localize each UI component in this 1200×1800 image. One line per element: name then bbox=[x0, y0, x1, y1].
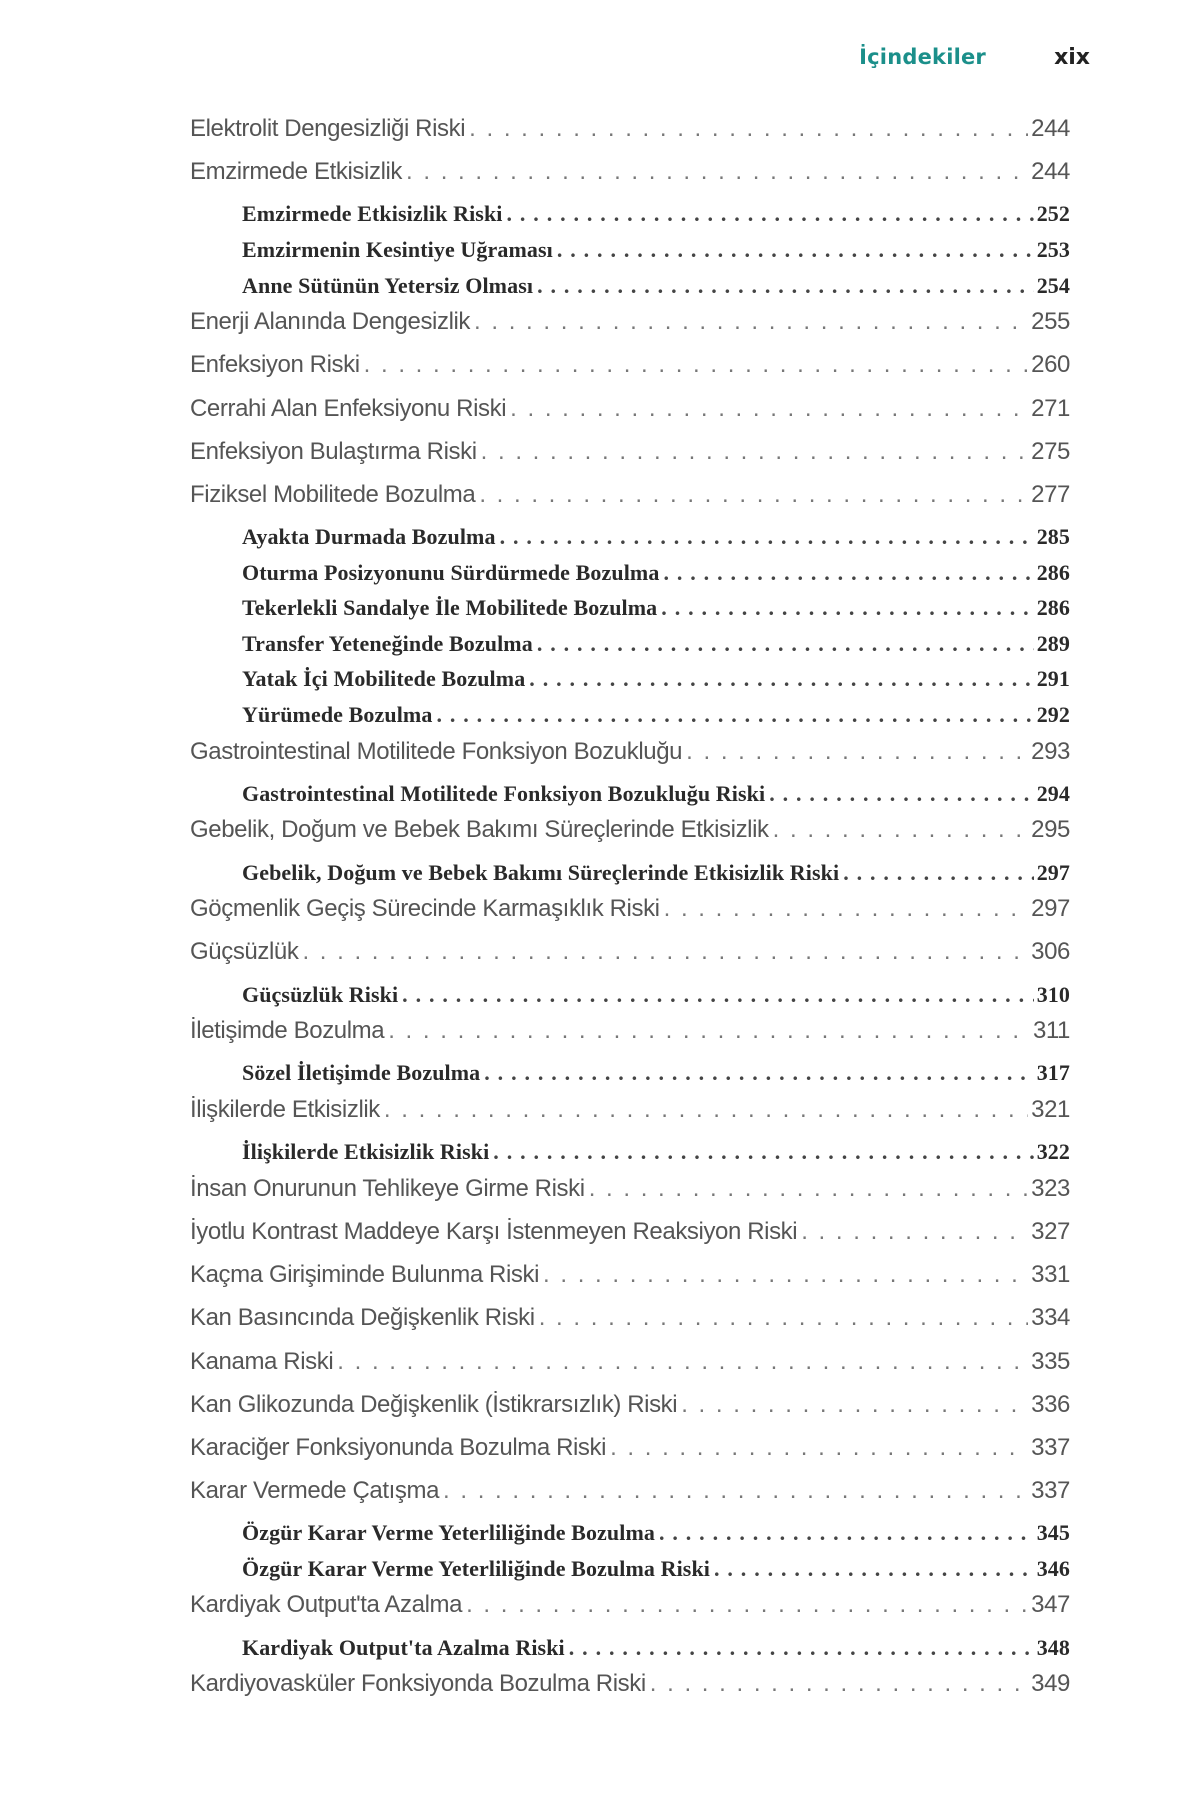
toc-entry[interactable] bbox=[190, 1017, 1070, 1060]
dot-leader bbox=[529, 666, 1033, 692]
section-title: İçindekiler bbox=[859, 45, 986, 69]
dot-leader bbox=[659, 1520, 1034, 1546]
entry-page-number: 317 bbox=[1036, 1060, 1070, 1086]
dot-leader bbox=[663, 560, 1033, 586]
entry-title: Kanama Riski bbox=[190, 1347, 334, 1375]
toc-entry[interactable] bbox=[190, 438, 1070, 481]
toc-subentry[interactable] bbox=[190, 1139, 1070, 1175]
entry-page-number: 348 bbox=[1036, 1634, 1070, 1660]
dot-leader bbox=[681, 1391, 1028, 1419]
entry-page-number: 286 bbox=[1036, 559, 1070, 585]
entry-title: Özgür Karar Verme Yeterliliğinde Bozulma Riski bbox=[242, 1555, 710, 1581]
toc-entry[interactable] bbox=[190, 308, 1070, 351]
entry-page-number: 277 bbox=[1031, 480, 1070, 508]
dot-leader bbox=[337, 1348, 1028, 1376]
dot-leader bbox=[661, 595, 1033, 621]
entry-page-number: 331 bbox=[1031, 1261, 1070, 1289]
toc-entry[interactable] bbox=[190, 895, 1070, 938]
entry-page-number: 292 bbox=[1036, 702, 1070, 728]
toc-subentry[interactable] bbox=[190, 860, 1070, 896]
dot-leader bbox=[557, 237, 1034, 263]
dot-leader bbox=[302, 938, 1028, 966]
entry-title: İnsan Onurunun Tehlikeye Girme Riski bbox=[190, 1174, 585, 1202]
entry-page-number: 254 bbox=[1036, 272, 1070, 298]
dot-leader bbox=[537, 273, 1034, 299]
dot-leader bbox=[589, 1175, 1028, 1203]
entry-page-number: 289 bbox=[1036, 630, 1070, 656]
dot-leader bbox=[537, 631, 1034, 657]
entry-title: İlişkilerde Etkisizlik Riski bbox=[242, 1139, 490, 1165]
toc-subentry[interactable] bbox=[190, 1520, 1070, 1556]
dot-leader bbox=[469, 115, 1028, 143]
entry-page-number: 327 bbox=[1031, 1217, 1070, 1245]
entry-page-number: 271 bbox=[1031, 394, 1070, 422]
dot-leader bbox=[539, 1304, 1028, 1332]
dot-leader bbox=[714, 1556, 1034, 1582]
entry-title: Kaçma Girişiminde Bulunma Riski bbox=[190, 1261, 540, 1289]
entry-page-number: 297 bbox=[1036, 859, 1070, 885]
entry-page-number: 345 bbox=[1036, 1520, 1070, 1546]
entry-title: Kardiyovasküler Fonksiyonda Bozulma Riski bbox=[190, 1670, 646, 1698]
running-header bbox=[0, 42, 1200, 82]
entry-page-number: 295 bbox=[1031, 816, 1070, 844]
dot-leader bbox=[466, 1591, 1028, 1619]
toc-subentry[interactable] bbox=[190, 595, 1070, 631]
dot-leader bbox=[384, 1096, 1028, 1124]
toc-subentry[interactable] bbox=[190, 201, 1070, 237]
dot-leader bbox=[610, 1434, 1028, 1462]
toc-entry[interactable] bbox=[190, 1348, 1070, 1391]
toc-entry[interactable] bbox=[190, 1261, 1070, 1304]
dot-leader bbox=[686, 738, 1028, 766]
entry-title: İyotlu Kontrast Maddeye Karşı İstenmeyen Reaksiyon Riski bbox=[190, 1217, 798, 1245]
entry-page-number: 336 bbox=[1031, 1390, 1070, 1418]
entry-title: Enfeksiyon Bulaştırma Riski bbox=[190, 437, 477, 465]
entry-title: Fiziksel Mobilitede Bozulma bbox=[190, 480, 476, 508]
entry-title: Yürümede Bozulma bbox=[242, 702, 433, 728]
entry-page-number: 321 bbox=[1031, 1095, 1070, 1123]
entry-page-number: 255 bbox=[1031, 308, 1070, 336]
toc-subentry[interactable] bbox=[190, 1556, 1070, 1592]
dot-leader bbox=[493, 1139, 1033, 1165]
entry-title: Enfeksiyon Riski bbox=[190, 351, 360, 379]
entry-title: Kan Basıncında Değişkenlik Riski bbox=[190, 1304, 535, 1332]
entry-title: İlişkilerde Etkisizlik bbox=[190, 1095, 380, 1123]
dot-leader bbox=[436, 702, 1033, 728]
entry-title: Anne Sütünün Yetersiz Olması bbox=[242, 272, 534, 298]
dot-leader bbox=[484, 1060, 1033, 1086]
toc-subentry[interactable] bbox=[190, 273, 1070, 309]
entry-page-number: 244 bbox=[1031, 115, 1070, 142]
entry-page-number: 285 bbox=[1036, 524, 1070, 550]
toc-entry[interactable] bbox=[190, 738, 1070, 781]
entry-title: Gebelik, Doğum ve Bebek Bakımı Süreçlerinde Etkisizlik Riski bbox=[242, 859, 840, 885]
entry-title: Karaciğer Fonksiyonunda Bozulma Riski bbox=[190, 1433, 607, 1461]
toc-subentry[interactable] bbox=[190, 237, 1070, 273]
toc-entry[interactable] bbox=[190, 351, 1070, 394]
entry-title: Kardiyak Output'ta Azalma bbox=[190, 1591, 463, 1619]
toc-subentry[interactable] bbox=[190, 1060, 1070, 1096]
dot-leader bbox=[510, 395, 1028, 423]
table-of-contents bbox=[190, 115, 1070, 1713]
toc-entry[interactable] bbox=[190, 1096, 1070, 1139]
dot-leader bbox=[402, 982, 1034, 1008]
toc-entry[interactable] bbox=[190, 158, 1070, 201]
toc-subentry[interactable] bbox=[190, 560, 1070, 596]
entry-title: Gastrointestinal Motilitede Fonksiyon Bozukluğu bbox=[190, 737, 683, 765]
toc-subentry[interactable] bbox=[190, 524, 1070, 560]
entry-page-number: 346 bbox=[1036, 1555, 1070, 1581]
entry-title: Emzirmede Etkisizlik Riski bbox=[242, 201, 503, 227]
toc-entry[interactable] bbox=[190, 481, 1070, 524]
entry-title: Güçsüzlük bbox=[190, 938, 299, 966]
toc-entry[interactable] bbox=[190, 1175, 1070, 1218]
toc-entry[interactable] bbox=[190, 816, 1070, 859]
entry-title: Oturma Posizyonunu Sürdürmede Bozulma bbox=[242, 559, 660, 585]
toc-subentry[interactable] bbox=[190, 982, 1070, 1018]
entry-page-number: 306 bbox=[1031, 938, 1070, 966]
entry-title: Göçmenlik Geçiş Sürecinde Karmaşıklık Riski bbox=[190, 895, 660, 923]
toc-entry[interactable] bbox=[190, 938, 1070, 981]
entry-page-number: 337 bbox=[1031, 1477, 1070, 1505]
entry-title: Güçsüzlük Riski bbox=[242, 981, 399, 1007]
entry-page-number: 252 bbox=[1036, 201, 1070, 227]
page-number: xix bbox=[1054, 45, 1090, 70]
dot-leader bbox=[474, 308, 1028, 336]
entry-page-number: 334 bbox=[1031, 1304, 1070, 1332]
entry-title: Karar Vermede Çatışma bbox=[190, 1477, 440, 1505]
entry-title: Enerji Alanında Dengesizlik bbox=[190, 308, 471, 336]
toc-subentry[interactable] bbox=[190, 631, 1070, 667]
toc-entry[interactable] bbox=[190, 1434, 1070, 1477]
dot-leader bbox=[481, 438, 1029, 466]
entry-title: Gebelik, Doğum ve Bebek Bakımı Süreçlerinde Etkisizlik bbox=[190, 816, 769, 844]
dot-leader bbox=[388, 1017, 1030, 1045]
toc-entry[interactable] bbox=[190, 1391, 1070, 1434]
entry-page-number: 335 bbox=[1031, 1347, 1070, 1375]
toc-entry[interactable] bbox=[190, 1591, 1070, 1634]
entry-title: Özgür Karar Verme Yeterliliğinde Bozulma bbox=[242, 1520, 655, 1546]
dot-leader bbox=[406, 158, 1028, 186]
entry-title: Tekerlekli Sandalye İle Mobilitede Bozulma bbox=[242, 595, 658, 621]
entry-page-number: 310 bbox=[1036, 981, 1070, 1007]
entry-page-number: 347 bbox=[1031, 1591, 1070, 1619]
entry-title: Emzirmenin Kesintiye Uğraması bbox=[242, 236, 553, 262]
dot-leader bbox=[650, 1670, 1028, 1698]
entry-title: Kardiyak Output'ta Azalma Riski bbox=[242, 1634, 565, 1660]
dot-leader bbox=[664, 895, 1029, 923]
toc-subentry[interactable] bbox=[190, 1635, 1070, 1671]
entry-page-number: 286 bbox=[1036, 595, 1070, 621]
entry-title: Transfer Yeteneğinde Bozulma bbox=[242, 630, 533, 656]
entry-page-number: 244 bbox=[1031, 158, 1070, 186]
toc-entry[interactable] bbox=[190, 1304, 1070, 1347]
toc-entry[interactable] bbox=[190, 115, 1070, 158]
dot-leader bbox=[843, 860, 1033, 886]
entry-title: Emzirmede Etkisizlik bbox=[190, 158, 403, 186]
dot-leader bbox=[479, 481, 1028, 509]
entry-title: Yatak İçi Mobilitede Bozulma bbox=[242, 666, 526, 692]
entry-page-number: 291 bbox=[1036, 666, 1070, 692]
toc-subentry[interactable] bbox=[190, 666, 1070, 702]
entry-page-number: 323 bbox=[1031, 1174, 1070, 1202]
entry-page-number: 260 bbox=[1031, 351, 1070, 379]
dot-leader bbox=[569, 1635, 1034, 1661]
dot-leader bbox=[507, 201, 1034, 227]
dot-leader bbox=[364, 351, 1028, 379]
entry-title: Sözel İletişimde Bozulma bbox=[242, 1060, 481, 1086]
entry-page-number: 275 bbox=[1031, 437, 1070, 465]
toc-entry[interactable] bbox=[190, 1477, 1070, 1520]
dot-leader bbox=[773, 816, 1029, 844]
dot-leader bbox=[769, 781, 1033, 807]
entry-page-number: 293 bbox=[1031, 737, 1070, 765]
entry-title: İletişimde Bozulma bbox=[190, 1017, 385, 1045]
dot-leader bbox=[801, 1218, 1028, 1246]
entry-page-number: 253 bbox=[1036, 236, 1070, 262]
toc-entry[interactable] bbox=[190, 1218, 1070, 1261]
toc-entry[interactable] bbox=[190, 395, 1070, 438]
dot-leader bbox=[443, 1477, 1028, 1505]
entry-page-number: 337 bbox=[1031, 1433, 1070, 1461]
entry-title: Cerrahi Alan Enfeksiyonu Riski bbox=[190, 394, 507, 422]
entry-page-number: 297 bbox=[1031, 895, 1070, 923]
entry-title: Ayakta Durmada Bozulma bbox=[242, 524, 496, 550]
toc-subentry[interactable] bbox=[190, 781, 1070, 817]
entry-title: Gastrointestinal Motilitede Fonksiyon Bozukluğu Riski bbox=[242, 780, 766, 806]
toc-subentry[interactable] bbox=[190, 702, 1070, 738]
entry-page-number: 311 bbox=[1032, 1017, 1070, 1045]
entry-title: Elektrolit Dengesizliği Riski bbox=[190, 115, 466, 142]
entry-title: Kan Glikozunda Değişkenlik (İstikrarsızlık) Riski bbox=[190, 1390, 678, 1418]
toc-entry[interactable] bbox=[190, 1670, 1070, 1713]
entry-page-number: 349 bbox=[1031, 1670, 1070, 1698]
dot-leader bbox=[543, 1261, 1028, 1289]
entry-page-number: 294 bbox=[1036, 780, 1070, 806]
entry-page-number: 322 bbox=[1036, 1139, 1070, 1165]
dot-leader bbox=[500, 524, 1034, 550]
